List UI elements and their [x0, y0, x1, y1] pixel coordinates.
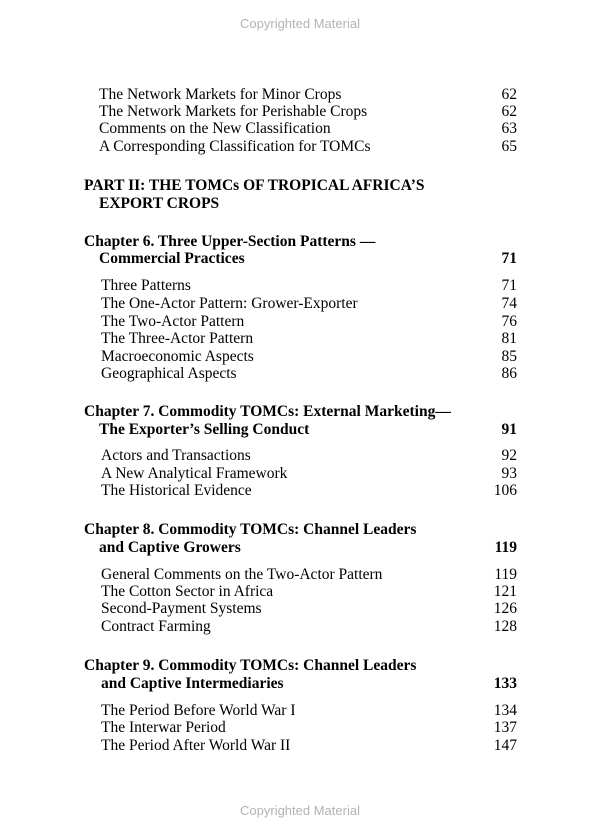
chapter-heading-line1: Chapter 7. Commodity TOMCs: External Marketing—	[84, 403, 451, 420]
section-page: 92	[501, 447, 517, 464]
watermark-top: Copyrighted Material	[240, 16, 360, 31]
chapter-heading-line2: The Exporter’s Selling Conduct	[99, 421, 310, 438]
section-title: Macroeconomic Aspects	[101, 348, 254, 365]
toc-entry-page: 63	[501, 120, 517, 137]
chapter-heading-line2: Commercial Practices	[99, 250, 245, 267]
section-title: The Two-Actor Pattern	[101, 313, 245, 330]
section-page: 128	[493, 618, 517, 635]
section-title: General Comments on the Two-Actor Pattern	[101, 566, 383, 583]
section-page: 76	[501, 313, 517, 330]
chapter-heading-line1: Chapter 8. Commodity TOMCs: Channel Leaders	[84, 521, 417, 538]
section-page: 71	[501, 277, 517, 294]
section-page: 106	[493, 482, 517, 499]
section-page: 126	[493, 600, 517, 617]
section-page: 85	[501, 348, 517, 365]
section-title: The One-Actor Pattern: Grower-Exporter	[101, 295, 358, 312]
section-page: 74	[501, 295, 517, 312]
section-page: 134	[493, 702, 517, 719]
section-title: Three Patterns	[101, 277, 191, 294]
toc-entry-page: 65	[501, 138, 517, 155]
section-title: The Three-Actor Pattern	[101, 330, 254, 347]
section-title: The Period After World War II	[101, 737, 291, 754]
part-heading-line2: EXPORT CROPS	[99, 195, 220, 212]
section-title: Actors and Transactions	[101, 447, 251, 464]
section-page: 81	[501, 330, 517, 347]
section-page: 119	[494, 566, 517, 583]
section-page: 93	[501, 465, 517, 482]
toc-entry-title: The Network Markets for Perishable Crops	[99, 103, 368, 120]
section-page: 121	[493, 583, 517, 600]
section-title: The Cotton Sector in Africa	[101, 583, 274, 600]
section-title: Second-Payment Systems	[101, 600, 262, 617]
section-title: Geographical Aspects	[101, 365, 237, 382]
toc-entry-page: 62	[501, 86, 517, 103]
chapter-page: 119	[494, 539, 517, 556]
toc-entry-page: 62	[501, 103, 517, 120]
toc-entry-title: The Network Markets for Minor Crops	[99, 86, 342, 103]
section-title: A New Analytical Framework	[101, 465, 288, 482]
section-page: 137	[493, 719, 517, 736]
section-title: Contract Farming	[101, 618, 211, 635]
toc-entry-title: Comments on the New Classification	[99, 120, 331, 137]
chapter-page: 133	[493, 675, 517, 692]
chapter-heading-line2: and Captive Intermediaries	[101, 675, 284, 692]
watermark-bottom: Copyrighted Material	[240, 803, 360, 818]
toc-entry-title: A Corresponding Classification for TOMCs	[99, 138, 371, 155]
chapter-heading-line1: Chapter 9. Commodity TOMCs: Channel Leaders	[84, 657, 417, 674]
chapter-page: 91	[501, 421, 517, 438]
part-heading-line1: PART II: THE TOMCs OF TROPICAL AFRICA’S	[84, 177, 425, 194]
section-page: 86	[501, 365, 517, 382]
chapter-page: 71	[501, 250, 517, 267]
section-page: 147	[493, 737, 517, 754]
chapter-heading-line2: and Captive Growers	[99, 539, 241, 556]
section-title: The Interwar Period	[101, 719, 226, 736]
chapter-heading-line1: Chapter 6. Three Upper-Section Patterns —	[84, 233, 376, 250]
section-title: The Period Before World War I	[101, 702, 296, 719]
section-title: The Historical Evidence	[101, 482, 252, 499]
